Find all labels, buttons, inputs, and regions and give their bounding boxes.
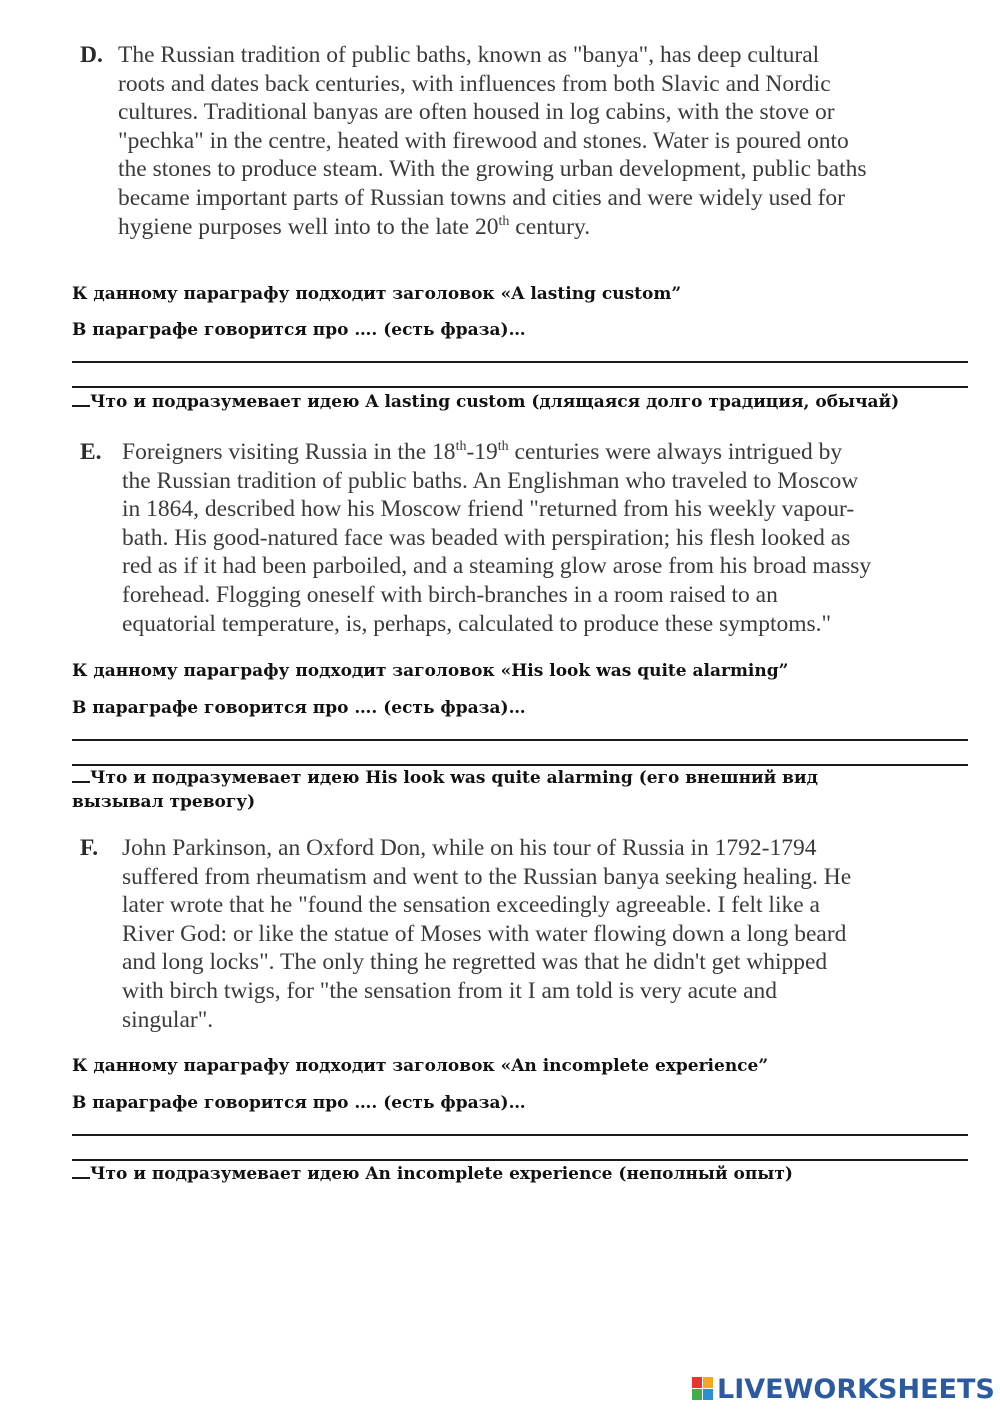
answer-line[interactable] <box>72 1159 968 1161</box>
passage-line: red as if it had been parboiled, and a steaming glow arose from his broad massy <box>122 553 872 580</box>
text-run: century. <box>509 213 591 240</box>
passage-line-first <box>122 438 910 467</box>
heading-statement-f: К данному параграфу подходит заголовок «An incomplete experience” <box>72 1056 769 1076</box>
logo-square <box>703 1377 713 1388</box>
passage-line: suffered from rheumatism and went to the Russian banya seeking healing. He <box>122 863 852 890</box>
idea-text: Что и подразумевает идею An incomplete experience (неполный опыт) <box>90 1164 793 1184</box>
idea-text: Что и подразумевает идею A lasting custom (длящаяся долго традиция, обычай) <box>90 392 900 412</box>
heading-statement-e: К данному параграфу подходит заголовок «His look was quite alarming” <box>72 661 789 681</box>
passage-letter: F. <box>80 835 99 861</box>
text-run: -19 <box>466 439 498 465</box>
passage-line: with birch twigs, for "the sensation from it I am told is very acute and <box>122 977 778 1004</box>
passage-line: "pechka" in the centre, heated with firewood and stones. Water is poured onto <box>118 127 849 154</box>
passage-line-last <box>118 213 930 242</box>
passage-line: and long locks". The only thing he regretted was that he didn't get whipped <box>122 949 828 976</box>
logo-square <box>703 1389 713 1400</box>
passage-letter: E. <box>80 439 102 465</box>
superscript: th <box>498 213 510 229</box>
heading-statement-d: К данному параграфу подходит заголовок «A lasting custom” <box>72 284 682 304</box>
passage-d <box>80 41 930 246</box>
answer-line[interactable] <box>72 739 968 741</box>
text-run: hygiene purposes well into to the late 20 <box>118 213 499 240</box>
passage-body <box>122 834 910 1034</box>
passage-line: the Russian tradition of public baths. An Englishman who traveled to Moscow <box>122 467 859 494</box>
passage-line: The Russian tradition of public baths, known as "banya", has deep cultural <box>118 42 820 68</box>
idea-text: Что и подразумевает идею His look was quite alarming (его внешний вид вызывал тревогу) <box>72 768 818 812</box>
superscript: th <box>497 439 509 455</box>
passage-line: forehead. Flogging oneself with birch-branches in a room raised to an <box>122 581 778 608</box>
text-run: centuries were always intrigued by <box>508 439 843 465</box>
passage-line: the stones to produce steam. With the growing urban development, public baths <box>118 156 867 183</box>
liveworksheets-logo[interactable] <box>692 1374 995 1404</box>
passage-line: in 1864, described how his Moscow friend "returned from his weekly vapour- <box>122 496 855 523</box>
passage-line: roots and dates back centuries, with influences from both Slavic and Nordic <box>118 70 831 97</box>
passage-line: became important parts of Russian towns and cities and were widely used for <box>118 184 845 211</box>
logo-square <box>692 1377 702 1388</box>
passage-line: River God: or like the statue of Moses with water flowing down a long beard <box>122 920 847 947</box>
logo-text: LIVEWORKSHEETS <box>717 1373 995 1405</box>
passage-line: equatorial temperature, is, perhaps, calculated to produce these symptoms." <box>122 610 832 637</box>
idea-statement-d <box>72 390 972 412</box>
passage-line: bath. His good-natured face was beaded with perspiration; his flesh looked as <box>122 524 851 551</box>
answer-line[interactable] <box>72 361 968 363</box>
passage-e <box>80 438 930 643</box>
passage-line: John Parkinson, an Oxford Don, while on his tour of Russia in 1792-1794 <box>122 835 817 861</box>
phrase-prompt-d: В параграфе говорится про …. (есть фраза)… <box>72 320 526 340</box>
idea-statement-e <box>72 766 892 814</box>
passage-body <box>118 41 930 241</box>
answer-blank[interactable] <box>72 1162 90 1179</box>
passage-body <box>122 438 910 638</box>
idea-statement-f <box>72 1162 972 1184</box>
passage-f <box>80 834 930 1034</box>
passage-line: later wrote that he "found the sensation exceedingly agreeable. I felt like a <box>122 892 820 919</box>
logo-square <box>692 1389 702 1400</box>
passage-letter: D. <box>80 42 103 68</box>
answer-blank[interactable] <box>72 766 90 783</box>
phrase-prompt-e: В параграфе говорится про …. (есть фраза)… <box>72 698 526 718</box>
answer-blank[interactable] <box>72 390 90 407</box>
answer-line[interactable] <box>72 386 968 388</box>
logo-mark-icon <box>692 1377 714 1401</box>
text-run: Foreigners visiting Russia in the 18 <box>122 439 456 465</box>
answer-line[interactable] <box>72 1134 968 1136</box>
passage-line: singular". <box>122 1006 214 1033</box>
phrase-prompt-f: В параграфе говорится про …. (есть фраза)… <box>72 1093 526 1113</box>
passage-line: cultures. Traditional banyas are often housed in log cabins, with the stove or <box>118 99 835 126</box>
superscript: th <box>455 439 467 455</box>
